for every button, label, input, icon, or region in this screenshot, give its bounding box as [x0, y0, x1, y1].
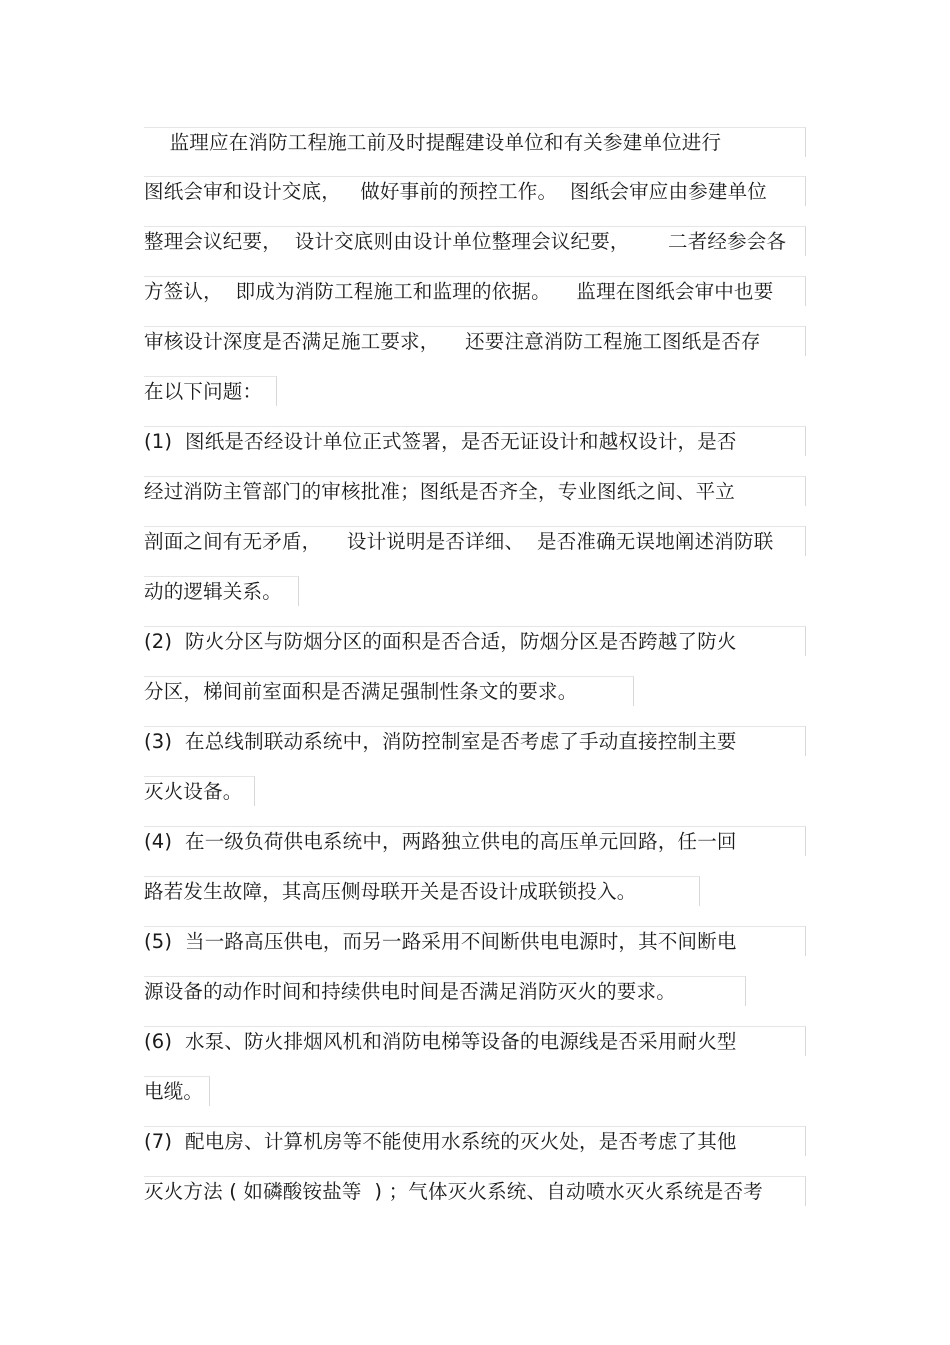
- list-item-line: 路若发生故障，其高压侧母联开关是否设计成联锁投入。: [144, 876, 700, 906]
- list-item-line: 灭火方法 ( 如磷酸铵盐等 ) ；气体灭火系统、自动喷水灭火系统是否考: [144, 1176, 806, 1206]
- list-item-line: (1) 图纸是否经设计单位正式签署，是否无证设计和越权设计，是否: [144, 426, 806, 456]
- list-item-line: 经过消防主管部门的审核批准；图纸是否齐全，专业图纸之间、平立: [144, 476, 806, 506]
- body-text-line: 在以下问题：: [144, 376, 277, 406]
- list-item-line: (3) 在总线制联动系统中，消防控制室是否考虑了手动直接控制主要: [144, 726, 806, 756]
- body-text-line: 审核设计深度是否满足施工要求， 还要注意消防工程施工图纸是否存: [144, 326, 806, 356]
- body-text-line: 方签认， 即成为消防工程施工和监理的依据。 监理在图纸会审中也要: [144, 276, 806, 306]
- list-item-line: (7) 配电房、计算机房等不能使用水系统的灭火处，是否考虑了其他: [144, 1126, 806, 1156]
- list-item-line: 剖面之间有无矛盾， 设计说明是否详细、 是否准确无误地阐述消防联: [144, 526, 806, 556]
- list-item-line: (4) 在一级负荷供电系统中，两路独立供电的高压单元回路，任一回: [144, 826, 806, 856]
- list-item-line: (5) 当一路高压供电，而另一路采用不间断供电电源时，其不间断电: [144, 926, 806, 956]
- list-item-line: 源设备的动作时间和持续供电时间是否满足消防灭火的要求。: [144, 976, 746, 1006]
- list-item-line: 灭火设备。: [144, 776, 255, 806]
- body-text-line: 图纸会审和设计交底， 做好事前的预控工作。 图纸会审应由参建单位: [144, 176, 806, 206]
- body-text-line: 监理应在消防工程施工前及时提醒建设单位和有关参建单位进行: [144, 127, 806, 157]
- body-text-line: 整理会议纪要， 设计交底则由设计单位整理会议纪要， 二者经参会各: [144, 226, 806, 256]
- list-item-line: 动的逻辑关系。: [144, 576, 299, 606]
- list-item-line: 分区，梯间前室面积是否满足强制性条文的要求。: [144, 676, 634, 706]
- list-item-line: (6) 水泵、防火排烟风机和消防电梯等设备的电源线是否采用耐火型: [144, 1026, 806, 1056]
- list-item-line: (2) 防火分区与防烟分区的面积是否合适，防烟分区是否跨越了防火: [144, 626, 806, 656]
- list-item-line: 电缆。: [144, 1076, 210, 1106]
